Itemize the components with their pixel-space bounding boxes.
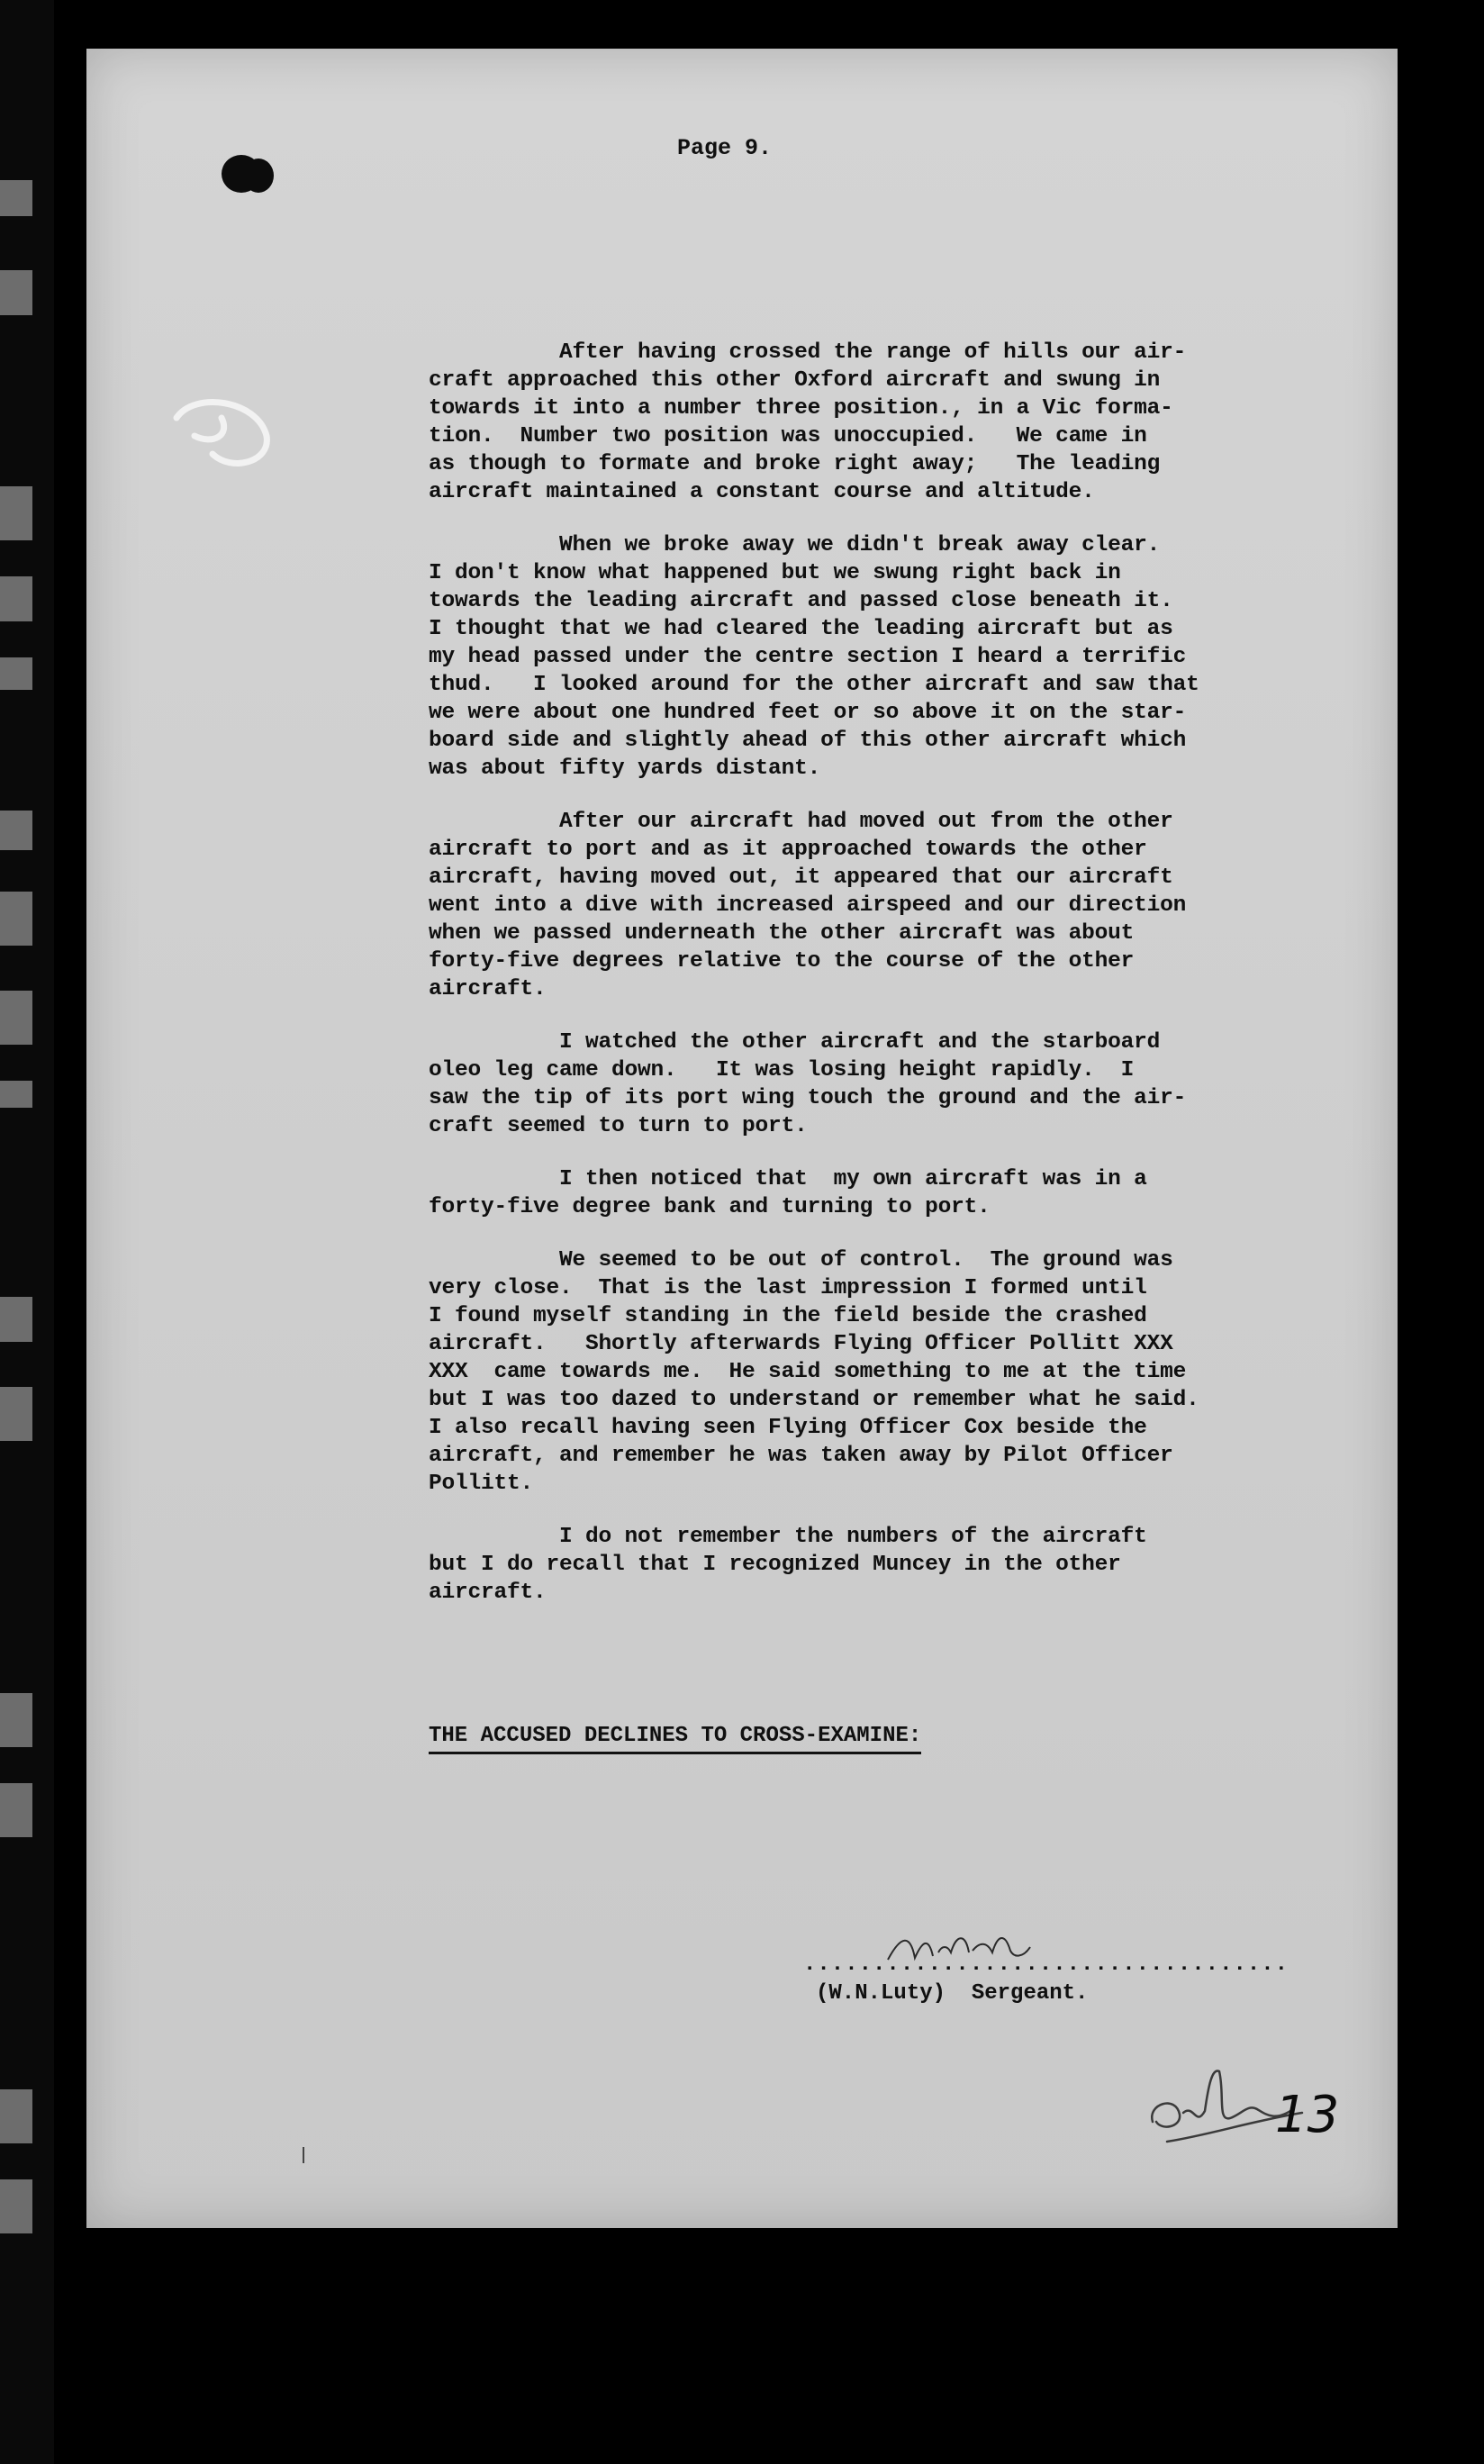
- text-line: aircraft, having moved out, it appeared that our aircraft: [429, 865, 1173, 890]
- film-perforation: [0, 1081, 32, 1108]
- film-perforation: [0, 892, 32, 946]
- signatory-name: (W.N.Luty) Sergeant.: [816, 1981, 1089, 2006]
- document-page: [86, 49, 1398, 2228]
- film-perforation: [0, 486, 32, 540]
- text-line: forty-five degree bank and turning to port.: [429, 1195, 991, 1219]
- text-line: my head passed under the centre section I heard a terrific: [429, 645, 1187, 669]
- paragraph: [429, 808, 1365, 1003]
- text-line: craft seemed to turn to port.: [429, 1114, 808, 1138]
- text-line: I thought that we had cleared the leading aircraft but as: [429, 617, 1173, 641]
- text-line: very close. That is the last impression I formed until: [429, 1276, 1147, 1300]
- text-line: After having crossed the range of hills our air-: [429, 340, 1187, 365]
- text-line: I then noticed that my own aircraft was in a: [429, 1167, 1147, 1191]
- text-line: towards the leading aircraft and passed close beneath it.: [429, 589, 1173, 613]
- pencil-mark: [158, 382, 303, 490]
- text-line: towards it into a number three position., in a Vic forma-: [429, 396, 1173, 421]
- film-perforation: [0, 657, 32, 690]
- signature-line: ...................................: [803, 1952, 1289, 1977]
- text-line: aircraft to port and as it approached towards the other: [429, 838, 1147, 862]
- film-perforation: [0, 1783, 32, 1837]
- text-line: craft approached this other Oxford aircraft and swung in: [429, 368, 1161, 393]
- text-line: went into a dive with increased airspeed and our direction: [429, 893, 1187, 918]
- margin-tick: [303, 2147, 304, 2163]
- film-perforation: [0, 991, 32, 1045]
- text-line: board side and slightly ahead of this other aircraft which: [429, 729, 1187, 753]
- film-perforation: [0, 2089, 32, 2143]
- testimony-text: [429, 339, 1365, 1632]
- film-perforation: [0, 1297, 32, 1342]
- text-line: thud. I looked around for the other aircraft and saw that: [429, 673, 1199, 697]
- film-edge: [0, 0, 54, 2464]
- text-line: After our aircraft had moved out from the other: [429, 810, 1173, 834]
- text-line: aircraft.: [429, 1581, 547, 1605]
- text-line: I watched the other aircraft and the starboard: [429, 1030, 1161, 1055]
- film-perforation: [0, 1387, 32, 1441]
- text-line: I found myself standing in the field beside the crashed: [429, 1304, 1147, 1328]
- text-line: oleo leg came down. It was losing height rapidly. I: [429, 1058, 1135, 1083]
- text-line: I also recall having seen Flying Officer Cox beside the: [429, 1416, 1147, 1440]
- folio-number: 13: [1275, 2086, 1340, 2144]
- text-line: When we broke away we didn't break away clear.: [429, 533, 1161, 557]
- text-line: aircraft, and remember he was taken away by Pilot Officer: [429, 1444, 1173, 1468]
- text-line: XXX came towards me. He said something to me at the time: [429, 1360, 1187, 1384]
- text-line: we were about one hundred feet or so above it on the star-: [429, 701, 1187, 725]
- film-perforation: [0, 270, 32, 315]
- text-line: aircraft. Shortly afterwards Flying Officer Pollitt XXX: [429, 1332, 1173, 1356]
- text-line: Pollitt.: [429, 1472, 534, 1496]
- text-line: I do not remember the numbers of the aircraft: [429, 1525, 1147, 1549]
- film-perforation: [0, 811, 32, 850]
- film-perforation: [0, 2179, 32, 2233]
- text-line: as though to formate and broke right away; The leading: [429, 452, 1161, 476]
- text-line: I don't know what happened but we swung right back in: [429, 561, 1121, 585]
- section-heading: THE ACCUSED DECLINES TO CROSS-EXAMINE:: [429, 1724, 921, 1754]
- film-perforation: [0, 576, 32, 621]
- punch-hole: [243, 159, 274, 193]
- paragraph: [429, 339, 1365, 506]
- paragraph: [429, 1523, 1365, 1607]
- text-line: but I do recall that I recognized Muncey in the other: [429, 1553, 1121, 1577]
- text-line: aircraft.: [429, 977, 547, 1001]
- page-number: Page 9.: [677, 135, 773, 161]
- text-line: We seemed to be out of control. The ground was: [429, 1248, 1173, 1273]
- text-line: saw the tip of its port wing touch the ground and the air-: [429, 1086, 1187, 1110]
- text-line: forty-five degrees relative to the course of the other: [429, 949, 1135, 974]
- paragraph: [429, 1165, 1365, 1221]
- paragraph: [429, 531, 1365, 783]
- film-perforation: [0, 180, 32, 216]
- text-line: was about fifty yards distant.: [429, 756, 821, 781]
- paragraph: [429, 1246, 1365, 1498]
- text-line: tion. Number two position was unoccupied. We came in: [429, 424, 1147, 448]
- text-line: when we passed underneath the other aircraft was about: [429, 921, 1135, 946]
- paragraph: [429, 1028, 1365, 1140]
- text-line: but I was too dazed to understand or remember what he said.: [429, 1388, 1199, 1412]
- text-line: aircraft maintained a constant course and altitude.: [429, 480, 1095, 504]
- film-perforation: [0, 1693, 32, 1747]
